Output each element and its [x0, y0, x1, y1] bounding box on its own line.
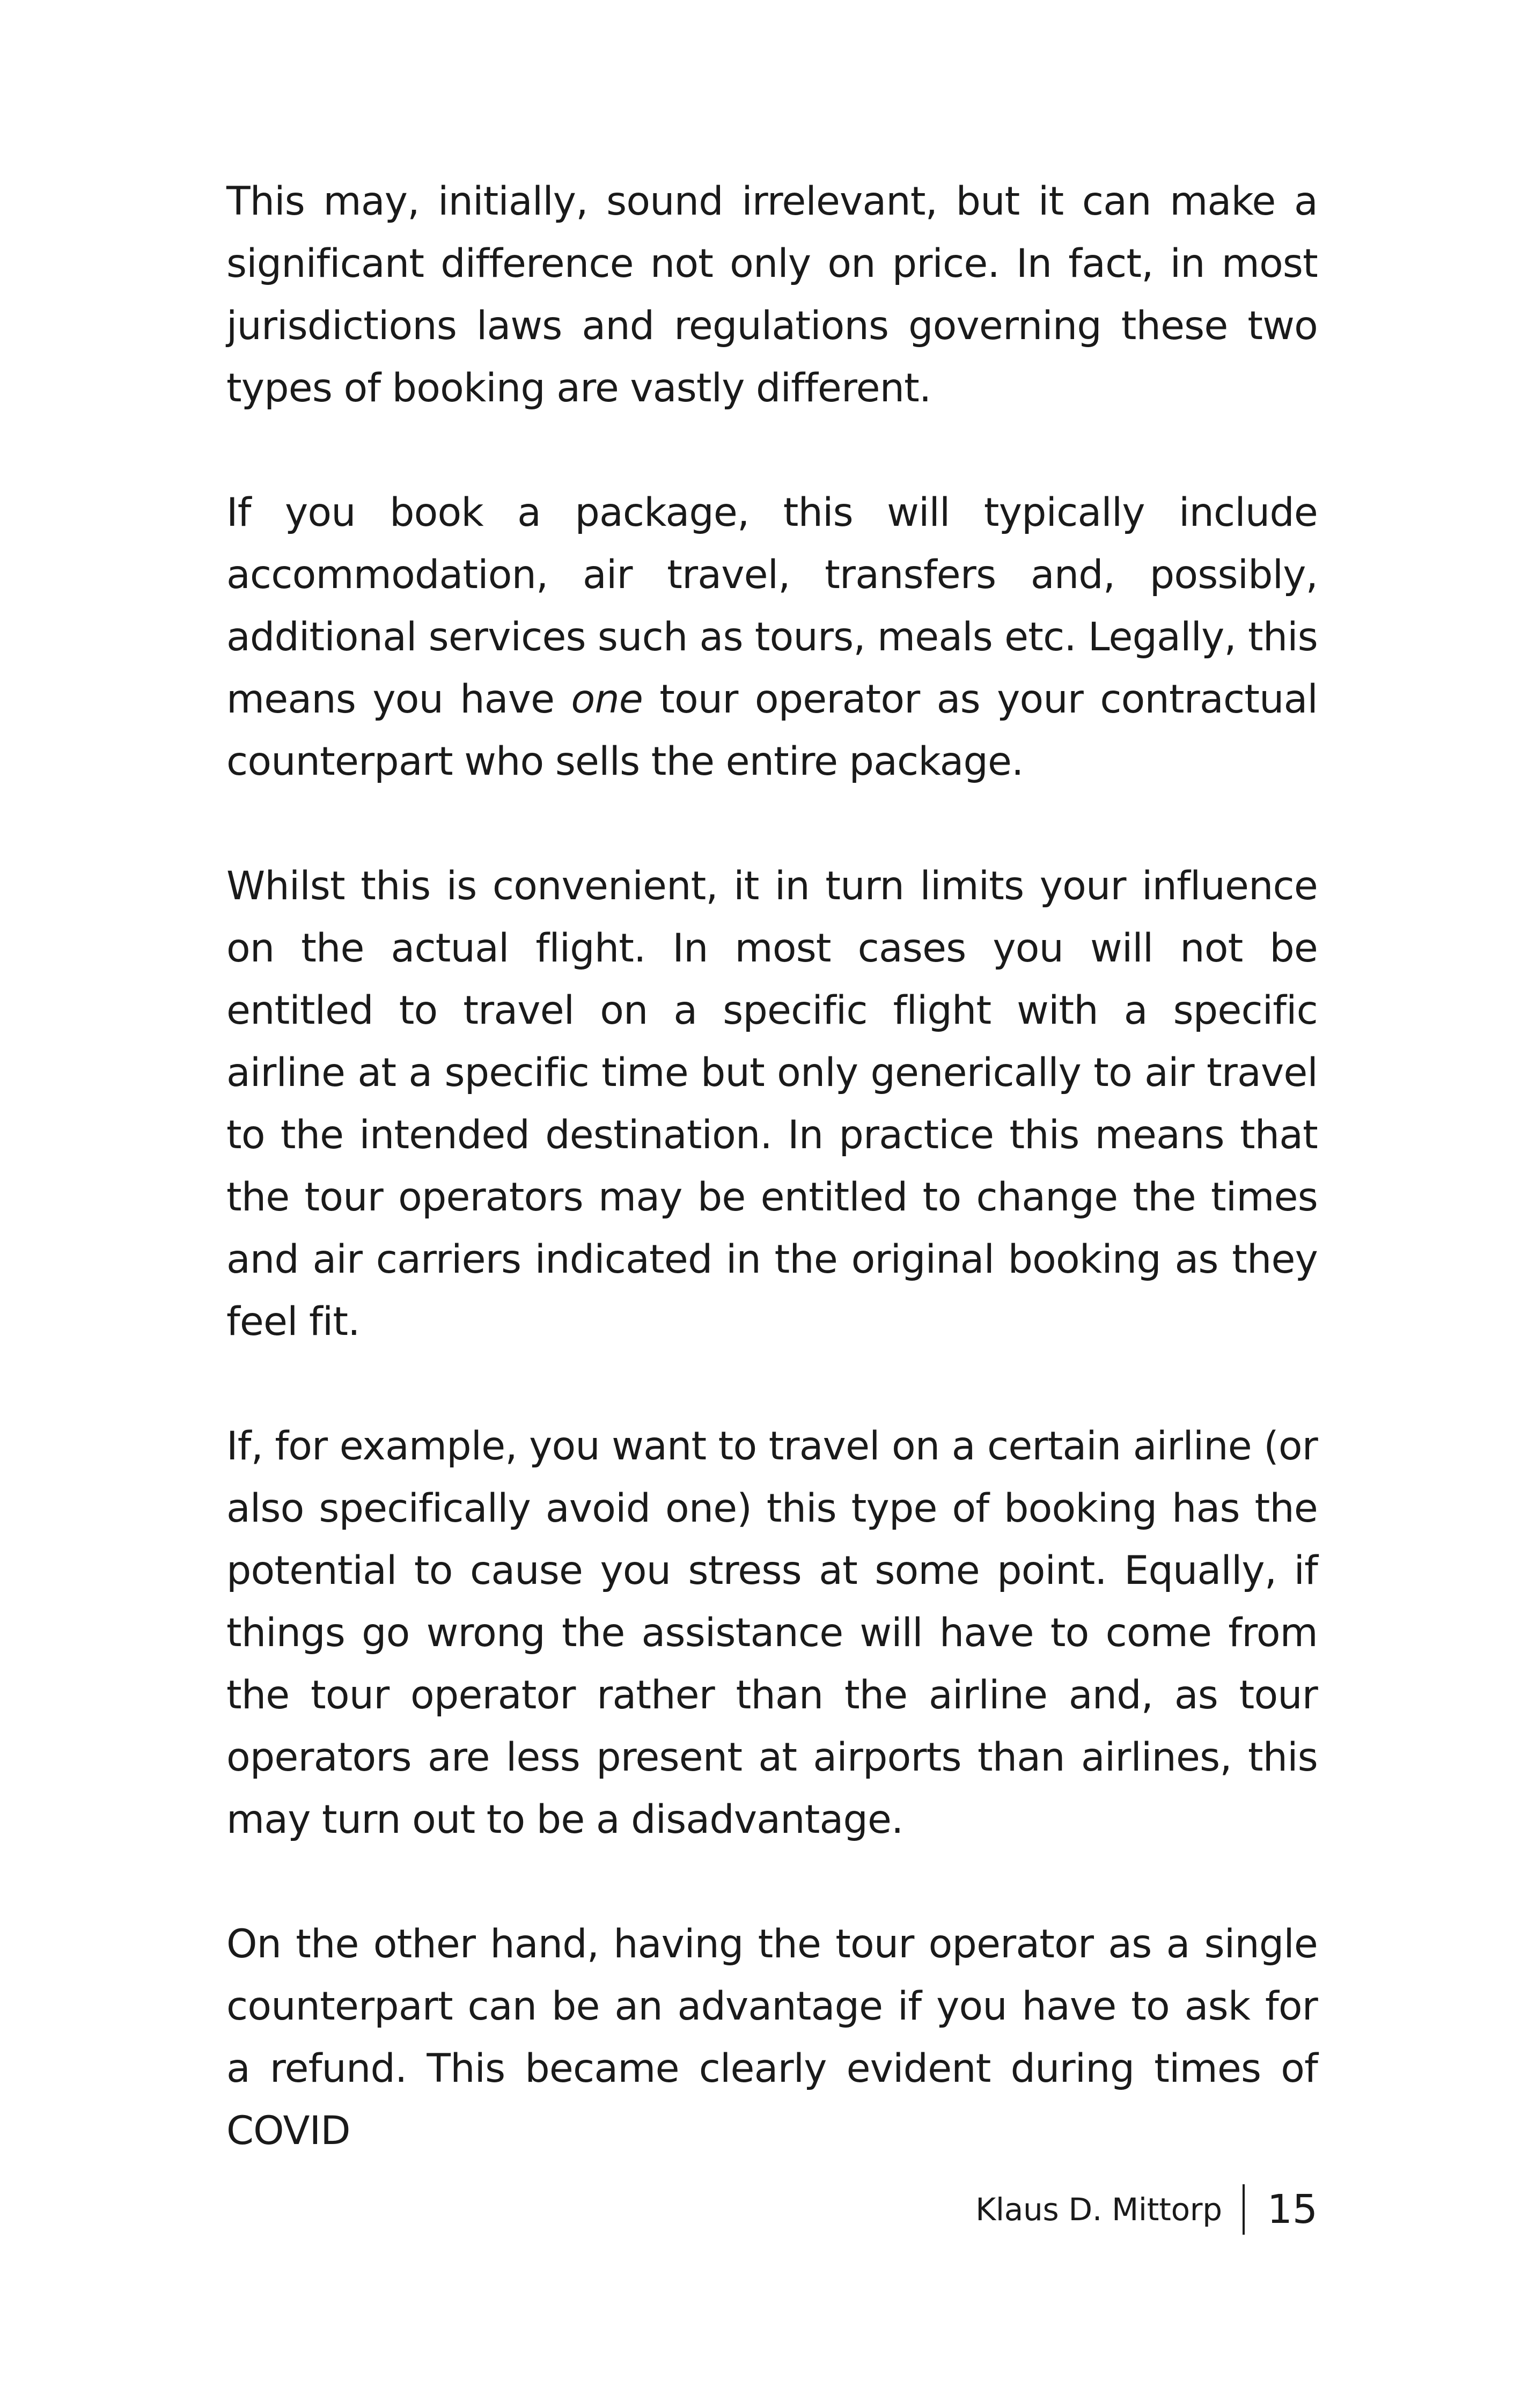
body-text	[226, 171, 1318, 2162]
author-name: Klaus D. Mittorp	[975, 2191, 1222, 2228]
page-number: 15	[1267, 2186, 1318, 2233]
paragraph-4: If, for example, you want to travel on a certain airline (or also specifically avoid one) this type of booking has the potential to cause you stress at some point. Equally, if things go wrong the assistance will have to come from the tour operator rather than the airline and, as tour operators are less present at airports than airlines, this may turn out to be a disadvantage.	[226, 1423, 1318, 1842]
paragraph-1: This may, initially, sound irrelevant, but it can make a significant difference not only on price. In fact, in most jurisdictions laws and regulations governing these two types of booking are vastly different.	[226, 179, 1318, 411]
paragraph-5: On the other hand, having the tour operator as a single counterpart can be an advantage if you have to ask for a refund. This became clearly evident during times of COVID	[226, 1921, 1318, 2154]
paragraph-3: Whilst this is convenient, it in turn limits your influence on the actual flight. In most cases you will not be entitled to travel on a specific flight with a specific airline at a specific time but only generically to air travel to the intended destination. In practice this means that the tour operators may be entitled to change the times and air carriers indicated in the original booking as they feel fit.	[226, 863, 1318, 1345]
paragraph-2	[226, 482, 1318, 793]
paragraph-2-text-before: If you book a package, this will typically include accommodation, air travel, transfers and, possibly, additional services such as tours, meals etc. Legally, this means you have	[226, 490, 1318, 722]
paragraph-2-text-after: tour operator as your contractual counterpart who sells the entire package.	[226, 677, 1318, 784]
page-footer	[975, 2183, 1318, 2236]
footer-divider	[1243, 2184, 1245, 2235]
paragraph-2-emphasis: one	[571, 677, 643, 722]
